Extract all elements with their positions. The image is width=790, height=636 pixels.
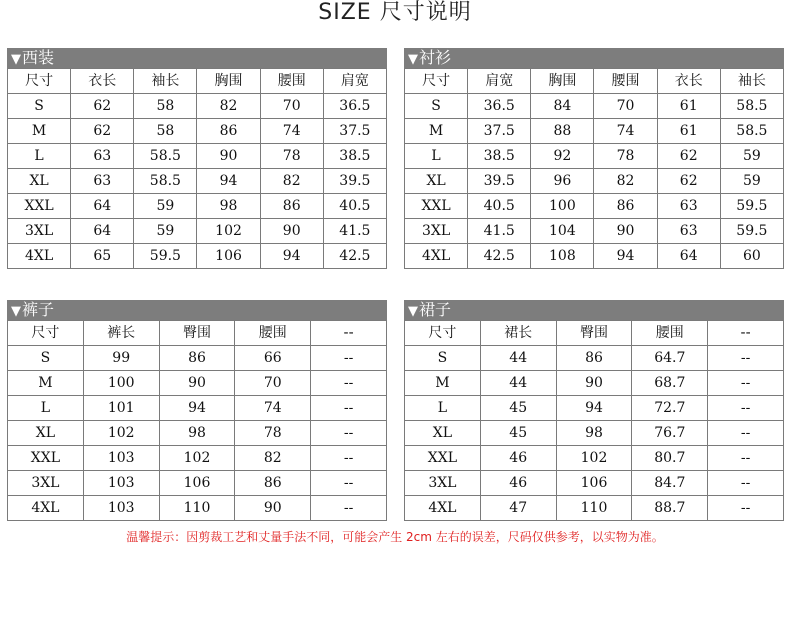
table-cell: 46 [480, 471, 556, 496]
table-cell: 59 [720, 169, 783, 194]
table-cell: 106 [556, 471, 632, 496]
table-cell: M [405, 371, 481, 396]
table-cell: 76.7 [632, 421, 708, 446]
table-cell: 64.7 [632, 346, 708, 371]
table-cell: 82 [260, 169, 323, 194]
column-header: 尺寸 [405, 321, 481, 346]
table-cell: 64 [657, 244, 720, 269]
table-cell: 103 [83, 446, 159, 471]
table-cell: XXL [8, 446, 84, 471]
column-header: 袖长 [134, 69, 197, 94]
table-cell: 41.5 [323, 219, 386, 244]
column-header: -- [311, 321, 387, 346]
table-cell: 94 [594, 244, 657, 269]
table-cell: 70 [594, 94, 657, 119]
table-cell: 37.5 [468, 119, 531, 144]
table-cell: 94 [197, 169, 260, 194]
table-cell: 4XL [8, 244, 71, 269]
table-cell: 82 [594, 169, 657, 194]
table-cell: XXL [405, 446, 481, 471]
table-cell: M [405, 119, 468, 144]
page-title: SIZE 尺寸说明 [318, 0, 472, 25]
table-cell: 108 [531, 244, 594, 269]
table-cell: -- [311, 346, 387, 371]
table-cell: 84 [531, 94, 594, 119]
table-cell: -- [311, 496, 387, 521]
table-cell: 88.7 [632, 496, 708, 521]
column-header: 臀围 [159, 321, 235, 346]
table-cell: 58.5 [720, 94, 783, 119]
table-cell: 58.5 [720, 119, 783, 144]
table-cell: 64 [71, 194, 134, 219]
table-cell: 62 [71, 119, 134, 144]
table-cell: 78 [594, 144, 657, 169]
table-cell: 86 [235, 471, 311, 496]
size-table-suit [7, 48, 387, 269]
size-table-skirt [404, 300, 784, 521]
table-row [405, 144, 784, 169]
table-row [405, 94, 784, 119]
table-cell: 62 [657, 144, 720, 169]
table-cell: -- [311, 446, 387, 471]
table-cell: 39.5 [323, 169, 386, 194]
table-header-row [405, 69, 784, 94]
table-row [8, 396, 387, 421]
table-row [8, 346, 387, 371]
table-cell: 82 [197, 94, 260, 119]
table-cell: 4XL [8, 496, 84, 521]
size-table-shirt [404, 48, 784, 269]
table-cell: 65 [71, 244, 134, 269]
table-row [405, 471, 784, 496]
table-cell: XL [405, 169, 468, 194]
table-cell: 90 [556, 371, 632, 396]
table-cell: 92 [531, 144, 594, 169]
table-cell: 86 [197, 119, 260, 144]
table-cell: 104 [531, 219, 594, 244]
table-cell: 61 [657, 119, 720, 144]
table-cell: 47 [480, 496, 556, 521]
table-cell: -- [708, 471, 784, 496]
table-cell: S [8, 346, 84, 371]
table-cell: 38.5 [323, 144, 386, 169]
size-table [404, 68, 784, 269]
table-cell: 41.5 [468, 219, 531, 244]
table-cell: M [8, 119, 71, 144]
table-cell: 39.5 [468, 169, 531, 194]
table-cell: 36.5 [323, 94, 386, 119]
table-cell: -- [311, 471, 387, 496]
table-cell: 74 [594, 119, 657, 144]
table-row [405, 421, 784, 446]
table-cell: 40.5 [468, 194, 531, 219]
triangle-down-icon: ▼ [11, 304, 21, 319]
table-cell: 94 [260, 244, 323, 269]
table-cell: 40.5 [323, 194, 386, 219]
column-header: 尺寸 [8, 69, 71, 94]
column-header: -- [708, 321, 784, 346]
table-row [8, 194, 387, 219]
table-row [405, 219, 784, 244]
table-cell: 3XL [405, 471, 481, 496]
triangle-down-icon: ▼ [408, 52, 418, 67]
table-row [8, 169, 387, 194]
table-heading-label: 衬衫 [419, 48, 452, 67]
table-row [8, 219, 387, 244]
table-cell: 106 [197, 244, 260, 269]
table-cell: 74 [235, 396, 311, 421]
table-cell: 98 [159, 421, 235, 446]
table-row [8, 144, 387, 169]
table-row [8, 371, 387, 396]
table-cell: 86 [159, 346, 235, 371]
table-cell: L [405, 144, 468, 169]
column-header: 肩宽 [323, 69, 386, 94]
table-cell: 42.5 [468, 244, 531, 269]
column-header: 臀围 [556, 321, 632, 346]
table-cell: 59.5 [134, 244, 197, 269]
table-cell: 3XL [405, 219, 468, 244]
table-cell: 74 [260, 119, 323, 144]
table-cell: 44 [480, 371, 556, 396]
table-header-row [8, 69, 387, 94]
table-cell: 46 [480, 446, 556, 471]
table-header-row [405, 321, 784, 346]
table-cell: 63 [657, 219, 720, 244]
table-row [8, 496, 387, 521]
table-row [405, 346, 784, 371]
table-row [405, 244, 784, 269]
table-row [405, 119, 784, 144]
table-cell: 4XL [405, 244, 468, 269]
table-cell: 110 [159, 496, 235, 521]
table-cell: 45 [480, 396, 556, 421]
table-heading-label: 裙子 [419, 300, 452, 319]
table-cell: XL [8, 421, 84, 446]
column-header: 衣长 [657, 69, 720, 94]
table-cell: 103 [83, 471, 159, 496]
table-cell: 96 [531, 169, 594, 194]
table-cell: XL [405, 421, 481, 446]
table-cell: 66 [235, 346, 311, 371]
table-cell: 58.5 [134, 169, 197, 194]
table-cell: 70 [235, 371, 311, 396]
table-cell: 102 [197, 219, 260, 244]
table-row [405, 446, 784, 471]
table-cell: 58 [134, 94, 197, 119]
table-cell: 101 [83, 396, 159, 421]
table-cell: 59 [134, 219, 197, 244]
table-cell: -- [311, 371, 387, 396]
table-cell: -- [311, 396, 387, 421]
table-cell: 58 [134, 119, 197, 144]
column-header: 胸围 [197, 69, 260, 94]
table-cell: 70 [260, 94, 323, 119]
triangle-down-icon: ▼ [408, 304, 418, 319]
column-header: 腰围 [260, 69, 323, 94]
table-cell: 59 [720, 144, 783, 169]
column-header: 尺寸 [405, 69, 468, 94]
size-table-pants [7, 300, 387, 521]
table-cell: 94 [159, 396, 235, 421]
table-cell: 90 [594, 219, 657, 244]
column-header: 腰围 [632, 321, 708, 346]
triangle-down-icon: ▼ [11, 52, 21, 67]
table-cell: 99 [83, 346, 159, 371]
column-header: 腰围 [235, 321, 311, 346]
table-cell: 84.7 [632, 471, 708, 496]
table-cell: 61 [657, 94, 720, 119]
column-header: 腰围 [594, 69, 657, 94]
table-cell: S [405, 346, 481, 371]
table-cell: -- [311, 421, 387, 446]
table-cell: 86 [556, 346, 632, 371]
table-cell: 106 [159, 471, 235, 496]
table-cell: 88 [531, 119, 594, 144]
table-heading [7, 300, 387, 320]
table-cell: 94 [556, 396, 632, 421]
table-cell: -- [708, 446, 784, 471]
table-cell: XXL [405, 194, 468, 219]
table-cell: XXL [8, 194, 71, 219]
table-cell: 72.7 [632, 396, 708, 421]
table-cell: 98 [197, 194, 260, 219]
table-cell: 63 [71, 144, 134, 169]
table-cell: -- [708, 421, 784, 446]
table-cell: 103 [83, 496, 159, 521]
table-cell: 68.7 [632, 371, 708, 396]
table-cell: M [8, 371, 84, 396]
table-cell: L [8, 144, 71, 169]
table-cell: 42.5 [323, 244, 386, 269]
table-cell: 90 [260, 219, 323, 244]
table-row [8, 421, 387, 446]
table-cell: 100 [531, 194, 594, 219]
column-header: 胸围 [531, 69, 594, 94]
table-cell: L [405, 396, 481, 421]
table-cell: 86 [594, 194, 657, 219]
table-cell: 3XL [8, 219, 71, 244]
table-cell: 44 [480, 346, 556, 371]
table-cell: XL [8, 169, 71, 194]
table-row [8, 94, 387, 119]
table-cell: 45 [480, 421, 556, 446]
table-cell: 62 [657, 169, 720, 194]
table-cell: 100 [83, 371, 159, 396]
table-cell: 4XL [405, 496, 481, 521]
table-cell: 58.5 [134, 144, 197, 169]
column-header: 裙长 [480, 321, 556, 346]
table-row [405, 371, 784, 396]
table-cell: 102 [556, 446, 632, 471]
column-header: 袖长 [720, 69, 783, 94]
size-note: 温馨提示：因剪裁工艺和丈量手法不同，可能会产生 2cm 左右的误差，尺码仅供参考，以实物为准。 [126, 530, 664, 544]
table-cell: 59.5 [720, 219, 783, 244]
column-header: 肩宽 [468, 69, 531, 94]
table-row [8, 471, 387, 496]
table-cell: 63 [657, 194, 720, 219]
table-cell: 102 [159, 446, 235, 471]
table-cell: S [405, 94, 468, 119]
table-heading-label: 西装 [22, 48, 55, 67]
column-header: 衣长 [71, 69, 134, 94]
table-row [8, 119, 387, 144]
table-heading [7, 48, 387, 68]
table-cell: 64 [71, 219, 134, 244]
table-cell: 38.5 [468, 144, 531, 169]
table-cell: 90 [159, 371, 235, 396]
table-cell: 90 [197, 144, 260, 169]
table-row [405, 396, 784, 421]
table-cell: -- [708, 396, 784, 421]
table-heading [404, 300, 784, 320]
table-cell: L [8, 396, 84, 421]
size-table [404, 320, 784, 521]
table-cell: 86 [260, 194, 323, 219]
column-header: 裤长 [83, 321, 159, 346]
table-row [405, 169, 784, 194]
table-cell: 82 [235, 446, 311, 471]
table-header-row [8, 321, 387, 346]
table-cell: 36.5 [468, 94, 531, 119]
table-cell: 78 [260, 144, 323, 169]
table-cell: -- [708, 371, 784, 396]
column-header: 尺寸 [8, 321, 84, 346]
table-cell: 37.5 [323, 119, 386, 144]
table-cell: 78 [235, 421, 311, 446]
table-row [8, 244, 387, 269]
table-cell: 90 [235, 496, 311, 521]
table-heading-label: 裤子 [22, 300, 55, 319]
table-row [8, 446, 387, 471]
table-cell: 60 [720, 244, 783, 269]
size-table [7, 68, 387, 269]
table-cell: 98 [556, 421, 632, 446]
table-cell: 80.7 [632, 446, 708, 471]
table-cell: 59.5 [720, 194, 783, 219]
table-cell: -- [708, 346, 784, 371]
table-cell: 63 [71, 169, 134, 194]
table-cell: 102 [83, 421, 159, 446]
table-cell: -- [708, 496, 784, 521]
table-cell: S [8, 94, 71, 119]
table-cell: 62 [71, 94, 134, 119]
table-cell: 110 [556, 496, 632, 521]
table-cell: 59 [134, 194, 197, 219]
size-table [7, 320, 387, 521]
table-cell: 3XL [8, 471, 84, 496]
table-heading [404, 48, 784, 68]
table-row [405, 194, 784, 219]
table-row [405, 496, 784, 521]
